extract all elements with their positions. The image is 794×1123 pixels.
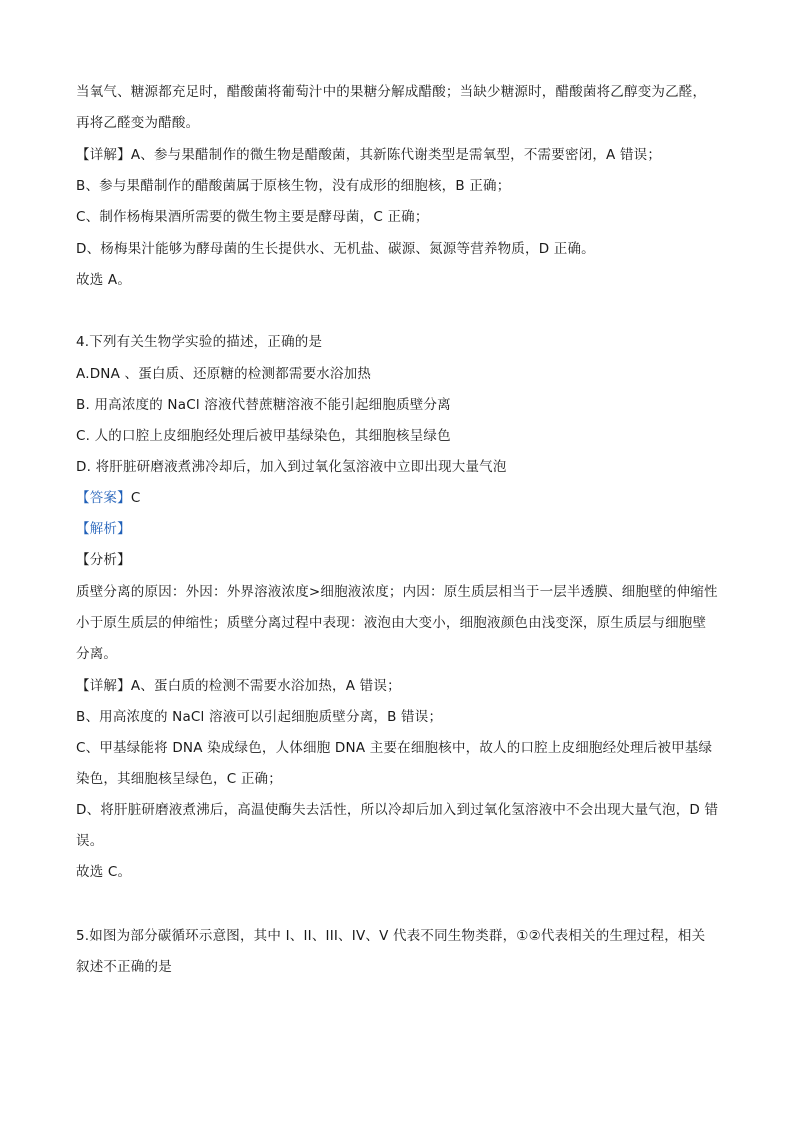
analysis-line: 分离。: [76, 646, 118, 662]
answer-value: C: [130, 490, 141, 506]
detail-text: A、参与果醋制作的微生物是醋酸菌，其新陈代谢类型是需氧型，不需要密闭，A 错误；: [130, 147, 662, 163]
prev-detail-line: B、参与果醋制作的醋酸菌属于原核生物，没有成形的细胞核，B 正确；: [76, 178, 511, 194]
jiexi-tag: 【解析】: [76, 521, 131, 537]
detail-line: C、甲基绿能将 DNA 染成绿色，人体细胞 DNA 主要在细胞核中，故人的口腔上皮细胞经处理后被甲基绿: [76, 740, 713, 756]
option-c: C. 人的口腔上皮细胞经处理后被甲基绿染色，其细胞核呈绿色: [76, 428, 451, 444]
detail-line: D、将肝脏研磨液煮沸后，高温使酶失去活性，所以冷却后加入到过氧化氢溶液中不会出现大量气泡，D 错: [76, 802, 719, 818]
detail-line: B、用高浓度的 NaCl 溶液可以引起细胞质壁分离，B 错误；: [76, 709, 443, 725]
prev-conclusion: 故选 A。: [76, 272, 132, 288]
detail-text: A、蛋白质的检测不需要水浴加热，A 错误；: [130, 678, 401, 694]
detail-line: [76, 676, 401, 696]
option-d: D. 将肝脏研磨液煮沸冷却后，加入到过氧化氢溶液中立即出现大量气泡: [76, 459, 507, 475]
answer-tag: 【答案】: [76, 490, 131, 506]
answer-line: [76, 488, 140, 508]
analysis-line: 小于原生质层的伸缩性；质壁分离过程中表现：液泡由大变小，细胞液颜色由浅变深，原生质层与细胞壁: [76, 615, 707, 631]
prev-analysis-line: 当氧气、糖源都充足时，醋酸菌将葡萄汁中的果糖分解成醋酸；当缺少糖源时，醋酸菌将乙醇变为乙醛，: [76, 84, 707, 100]
analysis-line: 质壁分离的原因：外因：外界溶液浓度>细胞液浓度；内因：原生质层相当于一层半透膜、细胞壁的伸缩性: [76, 584, 718, 600]
question-stem: 5.如图为部分碳循环示意图，其中 I、II、III、IV、V 代表不同生物类群，①②代表相关的生理过程，相关: [76, 928, 706, 944]
prev-detail-line: [76, 145, 661, 165]
prev-analysis-line: 再将乙醛变为醋酸。: [76, 115, 200, 131]
option-a: A.DNA 、蛋白质、还原糖的检测都需要水浴加热: [76, 366, 372, 382]
option-b: B. 用高浓度的 NaCl 溶液代替蔗糖溶液不能引起细胞质壁分离: [76, 397, 451, 413]
detail-line: 误。: [76, 833, 104, 849]
detail-tag: 【详解】: [76, 678, 131, 694]
detail-tag: 【详解】: [76, 147, 131, 163]
fenxi-tag: 【分析】: [76, 552, 131, 568]
question-stem: 4.下列有关生物学实验的描述，正确的是: [76, 334, 323, 350]
question-stem: 叙述不正确的是: [76, 959, 172, 975]
prev-detail-line: D、杨梅果汁能够为酵母菌的生长提供水、无机盐、碳源、氮源等营养物质，D 正确。: [76, 241, 595, 257]
detail-line: 染色，其细胞核呈绿色，C 正确；: [76, 771, 282, 787]
prev-detail-line: C、制作杨梅果酒所需要的微生物主要是酵母菌，C 正确；: [76, 209, 429, 225]
conclusion-line: 故选 C。: [76, 864, 132, 880]
